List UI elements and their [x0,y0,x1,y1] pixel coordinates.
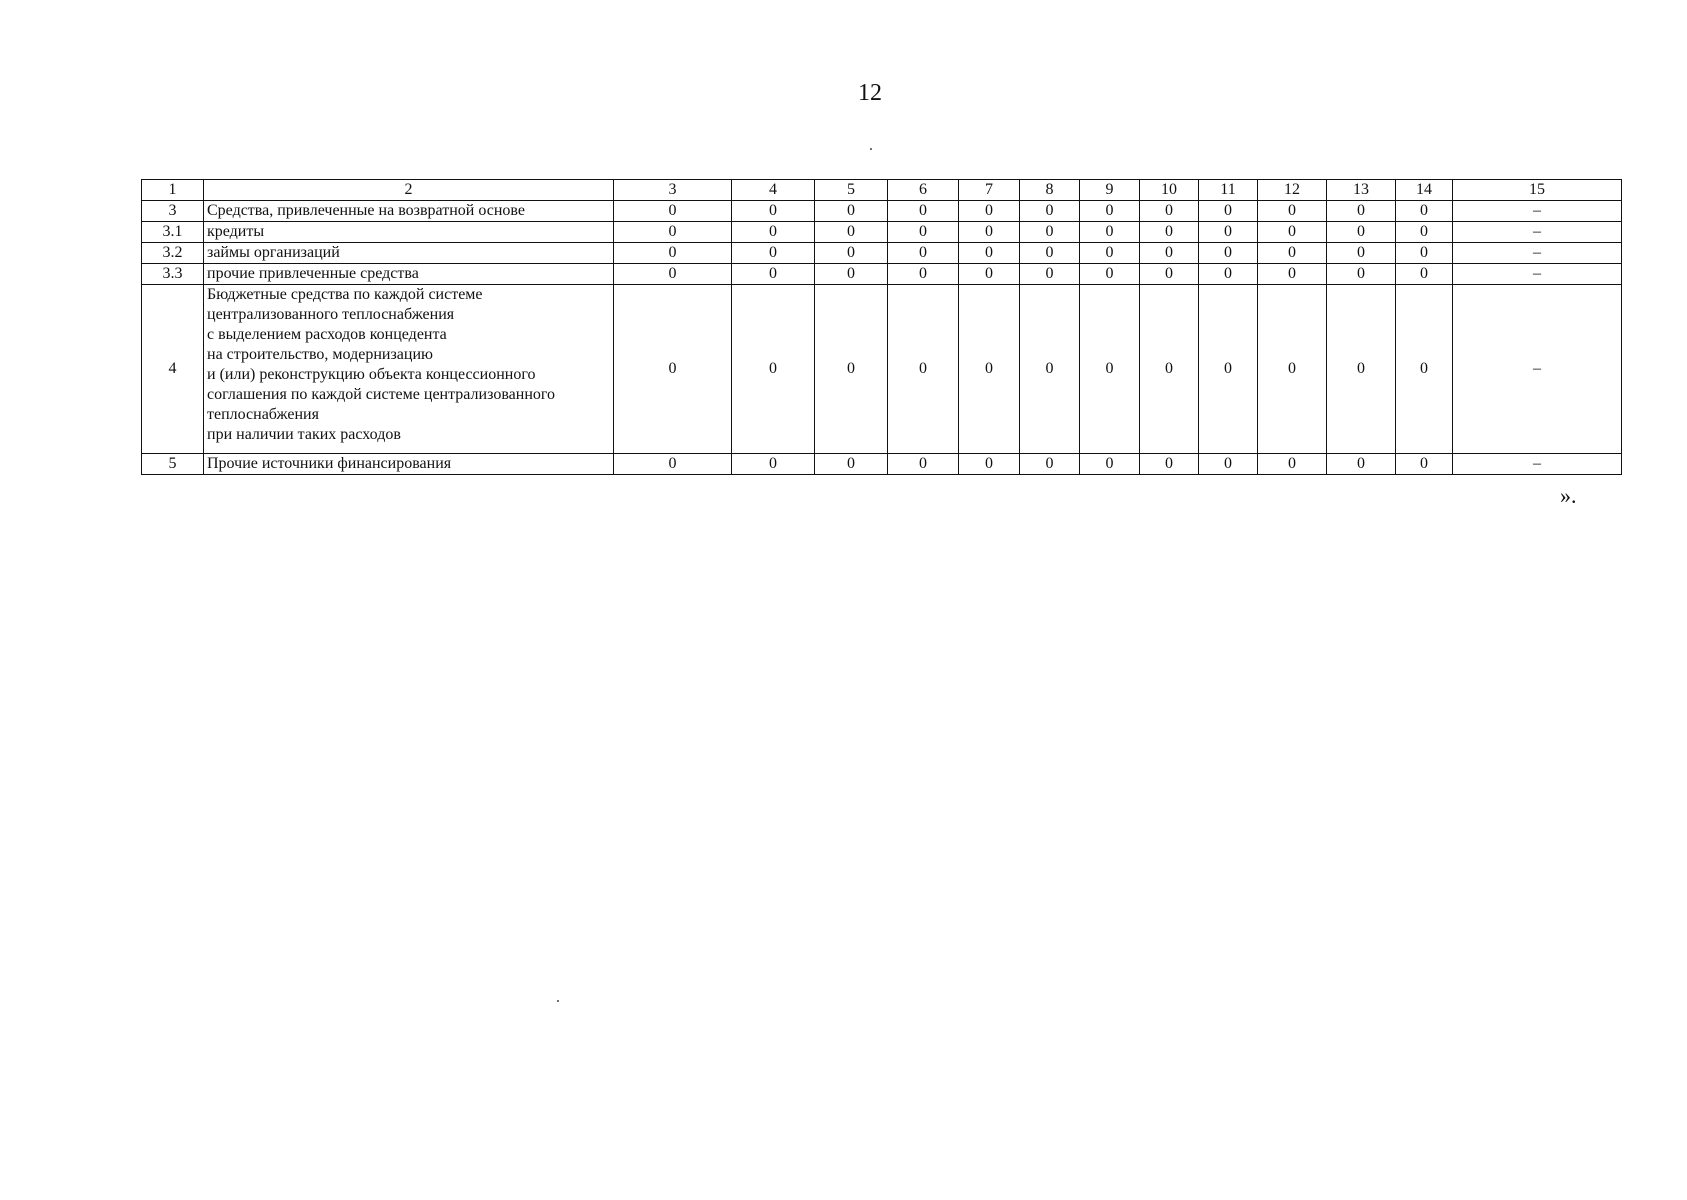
value-cell: 0 [1080,222,1140,243]
value-cell: 0 [1080,201,1140,222]
value-cell: 0 [959,285,1020,454]
header-cell: 12 [1258,180,1327,201]
value-cell: 0 [1396,285,1453,454]
value-cell: 0 [1140,243,1199,264]
scan-artifact [557,1000,559,1002]
row-label: кредиты [204,222,614,243]
value-cell: 0 [959,222,1020,243]
value-cell: 0 [1020,243,1080,264]
value-cell: 0 [614,201,732,222]
value-cell: 0 [1327,201,1396,222]
value-cell: 0 [888,454,959,475]
value-cell: 0 [1199,222,1258,243]
value-cell: 0 [815,243,888,264]
last-cell: – [1453,285,1622,454]
last-cell: – [1453,264,1622,285]
value-cell: 0 [1020,285,1080,454]
value-cell: 0 [1396,243,1453,264]
value-cell: 0 [815,454,888,475]
value-cell: 0 [732,285,815,454]
value-cell: 0 [1327,454,1396,475]
last-cell: – [1453,201,1622,222]
header-cell: 13 [1327,180,1396,201]
value-cell: 0 [1020,201,1080,222]
header-cell: 5 [815,180,888,201]
value-cell: 0 [1327,285,1396,454]
value-cell: 0 [959,264,1020,285]
value-cell: 0 [1020,222,1080,243]
table-row [142,243,1622,264]
value-cell: 0 [1199,454,1258,475]
row-label: займы организаций [204,243,614,264]
scan-artifact [870,148,872,150]
table-row [142,222,1622,243]
last-cell: – [1453,222,1622,243]
value-cell: 0 [888,222,959,243]
header-cell: 9 [1080,180,1140,201]
value-cell: 0 [614,454,732,475]
header-cell: 14 [1396,180,1453,201]
value-cell: 0 [1020,264,1080,285]
value-cell: 0 [1258,243,1327,264]
value-cell: 0 [1140,264,1199,285]
row-label: Средства, привлеченные на возвратной основе [204,201,614,222]
value-cell: 0 [1199,243,1258,264]
value-cell: 0 [732,201,815,222]
header-cell: 4 [732,180,815,201]
row-label: прочие привлеченные средства [204,264,614,285]
value-cell: 0 [614,264,732,285]
value-cell: 0 [614,285,732,454]
table-row [142,264,1622,285]
value-cell: 0 [815,222,888,243]
header-cell: 8 [1020,180,1080,201]
header-cell: 10 [1140,180,1199,201]
financing-table [141,179,1622,475]
header-cell: 1 [142,180,204,201]
value-cell: 0 [1396,201,1453,222]
value-cell: 0 [815,264,888,285]
value-cell: 0 [732,454,815,475]
header-cell: 3 [614,180,732,201]
table-row [142,201,1622,222]
value-cell: 0 [1020,454,1080,475]
value-cell: 0 [1140,285,1199,454]
row-number: 3.3 [142,264,204,285]
row-label: Бюджетные средства по каждой системе централизованного теплоснабжения с выделением расходов концедента на строительство, модернизацию и (или) реконструкцию объекта концессионного соглашения по каждой системе централизованного теплоснабжения при наличии таких расходов [204,285,614,454]
value-cell: 0 [732,222,815,243]
value-cell: 0 [1258,454,1327,475]
header-cell: 7 [959,180,1020,201]
header-cell: 6 [888,180,959,201]
value-cell: 0 [815,201,888,222]
value-cell: 0 [732,264,815,285]
row-number: 3.1 [142,222,204,243]
value-cell: 0 [614,243,732,264]
value-cell: 0 [1140,454,1199,475]
table-header-row [142,180,1622,201]
value-cell: 0 [888,243,959,264]
value-cell: 0 [888,201,959,222]
header-cell: 15 [1453,180,1622,201]
value-cell: 0 [1396,454,1453,475]
value-cell: 0 [1080,454,1140,475]
value-cell: 0 [1140,222,1199,243]
value-cell: 0 [1080,264,1140,285]
value-cell: 0 [1199,201,1258,222]
value-cell: 0 [1258,285,1327,454]
row-number: 3 [142,201,204,222]
value-cell: 0 [1327,243,1396,264]
closing-quote-mark: ». [1560,483,1577,508]
value-cell: 0 [1327,264,1396,285]
value-cell: 0 [1199,264,1258,285]
value-cell: 0 [1080,285,1140,454]
value-cell: 0 [614,222,732,243]
value-cell: 0 [959,454,1020,475]
row-number: 3.2 [142,243,204,264]
value-cell: 0 [888,285,959,454]
value-cell: 0 [959,243,1020,264]
value-cell: 0 [1140,201,1199,222]
value-cell: 0 [888,264,959,285]
value-cell: 0 [959,201,1020,222]
last-cell: – [1453,454,1622,475]
last-cell: – [1453,243,1622,264]
value-cell: 0 [1258,222,1327,243]
page-number: 12 [858,80,882,106]
value-cell: 0 [1327,222,1396,243]
table-row [142,285,1622,454]
value-cell: 0 [1258,264,1327,285]
header-cell: 2 [204,180,614,201]
value-cell: 0 [815,285,888,454]
value-cell: 0 [732,243,815,264]
value-cell: 0 [1199,285,1258,454]
value-cell: 0 [1080,243,1140,264]
value-cell: 0 [1396,264,1453,285]
row-number: 5 [142,454,204,475]
row-number: 4 [142,285,204,454]
value-cell: 0 [1396,222,1453,243]
row-label: Прочие источники финансирования [204,454,614,475]
value-cell: 0 [1258,201,1327,222]
header-cell: 11 [1199,180,1258,201]
table-row [142,454,1622,475]
